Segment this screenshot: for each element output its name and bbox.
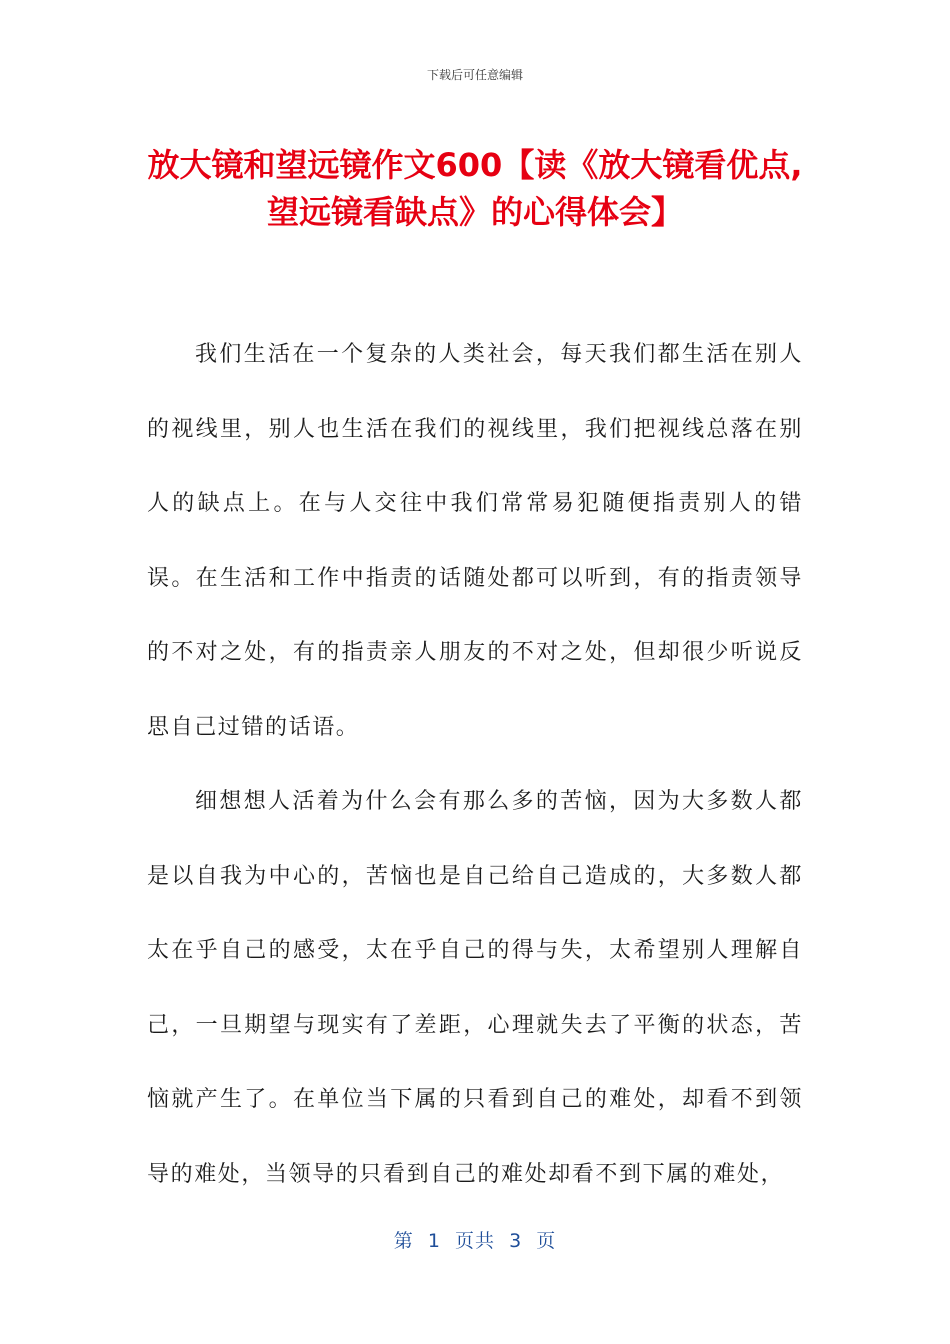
document-body xyxy=(147,318,803,1212)
paragraph-2: 细想想人活着为什么会有那么多的苦恼，因为大多数人都是以自我为中心的，苦恼也是自己给自己造成的，大多数人都太在乎自己的感受，太在乎自己的得与失，太希望别人理解自己，一旦期望与现实有了差距，心理就失去了平衡的状态，苦恼就产生了。在单位当下属的只看到自己的难处，却看不到领导的难处，当领导的只看到自己的难处却看不到下属的难处， xyxy=(147,789,803,1187)
document-title: 放大镜和望远镜作文600【读《放大镜看优点,望远镜看缺点》的心得体会】 xyxy=(147,146,803,231)
paragraph-1: 我们生活在一个复杂的人类社会，每天我们都生活在别人的视线里，别人也生活在我们的视线里，我们把视线总落在别人的缺点上。在与人交往中我们常常易犯随便指责别人的错误。在生活和工作中指责的话随处都可以听到，有的指责领导的不对之处，有的指责亲人朋友的不对之处，但却很少听说反思自己过错的话语。 xyxy=(147,342,803,740)
page-number-footer: 第 1 页共 3 页 xyxy=(393,1230,557,1252)
header-note: 下载后可任意编辑 xyxy=(426,68,523,82)
